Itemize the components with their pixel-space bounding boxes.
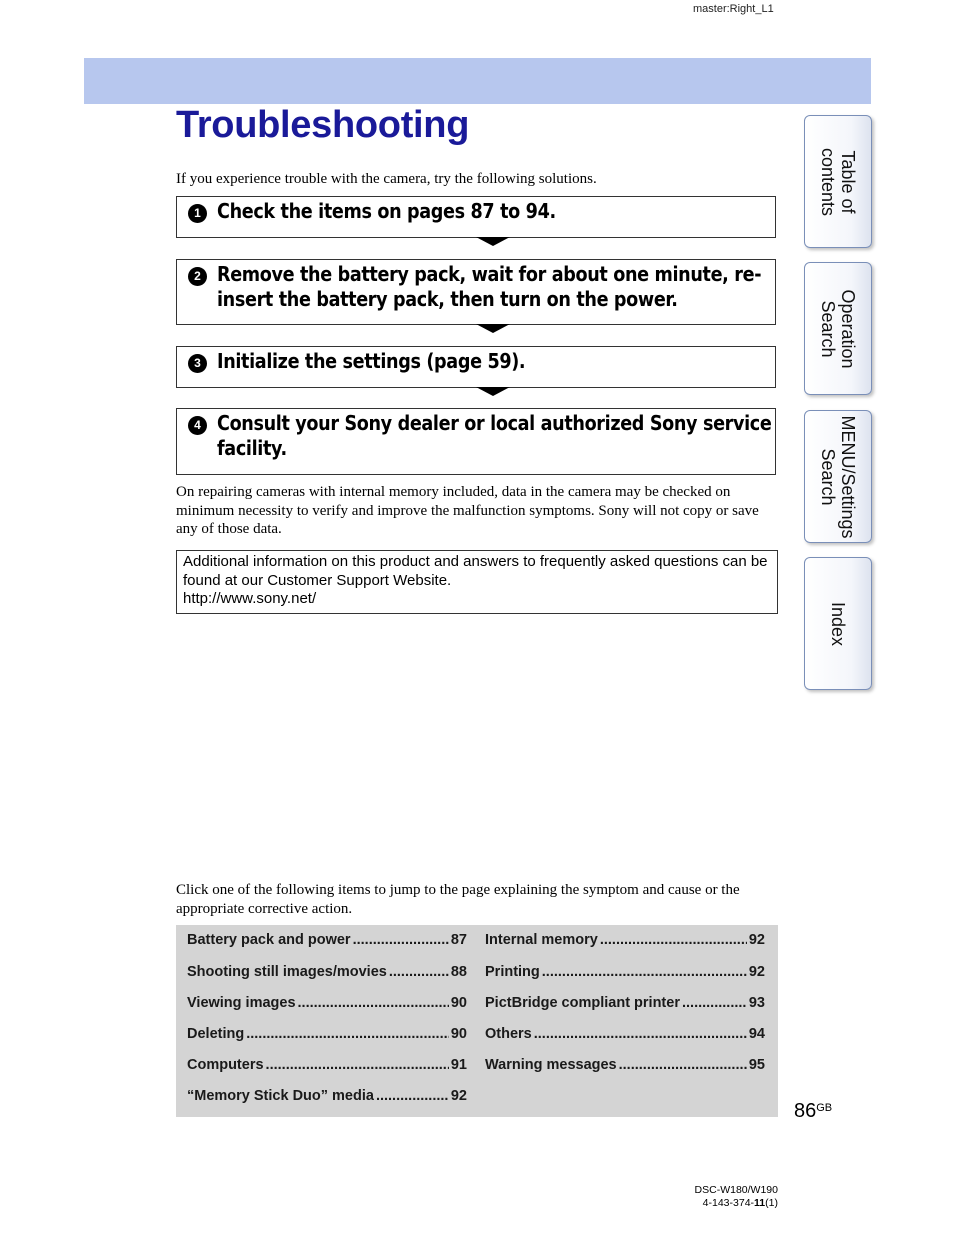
down-arrow-icon bbox=[476, 387, 510, 396]
intro-text: If you experience trouble with the camera, try the following solutions. bbox=[176, 171, 597, 187]
symptom-links-panel bbox=[176, 925, 778, 1117]
step-2-box bbox=[176, 259, 776, 325]
title-banner bbox=[84, 58, 871, 104]
tab-operation-search[interactable] bbox=[804, 262, 872, 395]
tab-index[interactable] bbox=[804, 557, 872, 690]
tab-label-line: Table of bbox=[838, 149, 858, 214]
link-deleting[interactable] bbox=[187, 1026, 467, 1042]
footer-model-info bbox=[660, 1184, 778, 1210]
symptom-links-intro: Click one of the following items to jump to the page explaining the symptom and cause or the appropriate corrective action. bbox=[176, 882, 740, 917]
footer-model: DSC-W180/W190 bbox=[694, 1184, 778, 1196]
step-2-text: Remove the battery pack, wait for about one minute, re-insert the battery pack, then turn on the power. bbox=[217, 262, 762, 311]
tab-menu-settings-search[interactable] bbox=[804, 410, 872, 543]
page-title: Troubleshooting bbox=[176, 104, 470, 146]
tab-label bbox=[818, 289, 858, 368]
step-4-box bbox=[176, 408, 776, 475]
link-page: 95 bbox=[748, 1057, 765, 1073]
link-page: 94 bbox=[748, 1026, 765, 1042]
step-1-box bbox=[176, 196, 776, 238]
step-number-4-icon: 4 bbox=[188, 416, 207, 435]
link-label: Printing bbox=[485, 964, 540, 980]
link-page: 90 bbox=[450, 995, 467, 1011]
page-number-suffix: GB bbox=[816, 1102, 833, 1114]
link-memory-stick-duo-media[interactable] bbox=[187, 1088, 467, 1104]
link-internal-memory[interactable] bbox=[485, 932, 765, 948]
link-label: Computers bbox=[187, 1057, 264, 1073]
page-number bbox=[794, 1100, 832, 1123]
link-label: Battery pack and power bbox=[187, 932, 351, 948]
support-url-link[interactable]: http://www.sony.net/ bbox=[183, 590, 317, 607]
tab-label-line: Operation bbox=[838, 288, 858, 369]
tab-label bbox=[818, 147, 858, 215]
footer-code-suffix: (1) bbox=[765, 1197, 778, 1209]
tab-label-line: contents bbox=[818, 147, 838, 216]
support-info-text: Additional information on this product and answers to frequently asked questions can be found at our Customer Support Website. bbox=[183, 553, 768, 589]
link-label: PictBridge compliant printer bbox=[485, 995, 680, 1011]
repair-note: On repairing cameras with internal memory included, data in the camera may be checked on minimum necessity to verify and improve the malfunction symptoms. Sony will not copy or save any of those data. bbox=[176, 484, 759, 537]
link-page: 91 bbox=[450, 1057, 467, 1073]
link-pictbridge-compliant-printer[interactable] bbox=[485, 995, 765, 1011]
step-number-2-icon: 2 bbox=[188, 267, 207, 286]
link-page: 88 bbox=[450, 964, 467, 980]
step-number-1-icon: 1 bbox=[188, 204, 207, 223]
link-page: 90 bbox=[450, 1026, 467, 1042]
step-1-text: Check the items on pages 87 to 94. bbox=[217, 199, 556, 223]
link-label: Others bbox=[485, 1026, 532, 1042]
link-label: Internal memory bbox=[485, 932, 598, 948]
link-label: Warning messages bbox=[485, 1057, 617, 1073]
down-arrow-icon bbox=[476, 237, 510, 246]
link-page: 92 bbox=[748, 932, 765, 948]
tab-label-line: Search bbox=[818, 447, 838, 506]
step-number-3-icon: 3 bbox=[188, 354, 207, 373]
link-computers[interactable] bbox=[187, 1057, 467, 1073]
link-shooting-still-images-movies[interactable] bbox=[187, 964, 467, 980]
link-label: “Memory Stick Duo” media bbox=[187, 1088, 374, 1104]
support-info-box bbox=[176, 550, 778, 614]
footer-code bbox=[660, 1197, 778, 1210]
footer-code-bold: 11 bbox=[754, 1197, 766, 1209]
tab-label-line: Search bbox=[818, 299, 838, 358]
footer-code-prefix: 4-143-374- bbox=[702, 1197, 755, 1209]
link-label: Shooting still images/movies bbox=[187, 964, 387, 980]
tab-label bbox=[828, 601, 848, 645]
tab-label bbox=[818, 415, 858, 538]
down-arrow-icon bbox=[476, 324, 510, 333]
link-page: 93 bbox=[748, 995, 765, 1011]
link-page: 87 bbox=[450, 932, 467, 948]
tab-label-line: Index bbox=[828, 601, 848, 646]
link-page: 92 bbox=[450, 1088, 467, 1104]
link-battery-pack-and-power[interactable] bbox=[187, 932, 467, 948]
link-page: 92 bbox=[748, 964, 765, 980]
step-4-text: Consult your Sony dealer or local authorized Sony service facility. bbox=[217, 411, 772, 460]
tab-table-of-contents[interactable] bbox=[804, 115, 872, 248]
link-label: Viewing images bbox=[187, 995, 296, 1011]
tab-label-line: MENU/Settings bbox=[838, 414, 858, 539]
header-master-label: master:Right_L1 bbox=[693, 3, 774, 15]
link-others[interactable] bbox=[485, 1026, 765, 1042]
link-warning-messages[interactable] bbox=[485, 1057, 765, 1073]
step-3-text: Initialize the settings (page 59). bbox=[217, 349, 526, 373]
link-viewing-images[interactable] bbox=[187, 995, 467, 1011]
page-number-value: 86 bbox=[794, 1100, 817, 1122]
link-printing[interactable] bbox=[485, 964, 765, 980]
step-3-box bbox=[176, 346, 776, 388]
link-label: Deleting bbox=[187, 1026, 245, 1042]
